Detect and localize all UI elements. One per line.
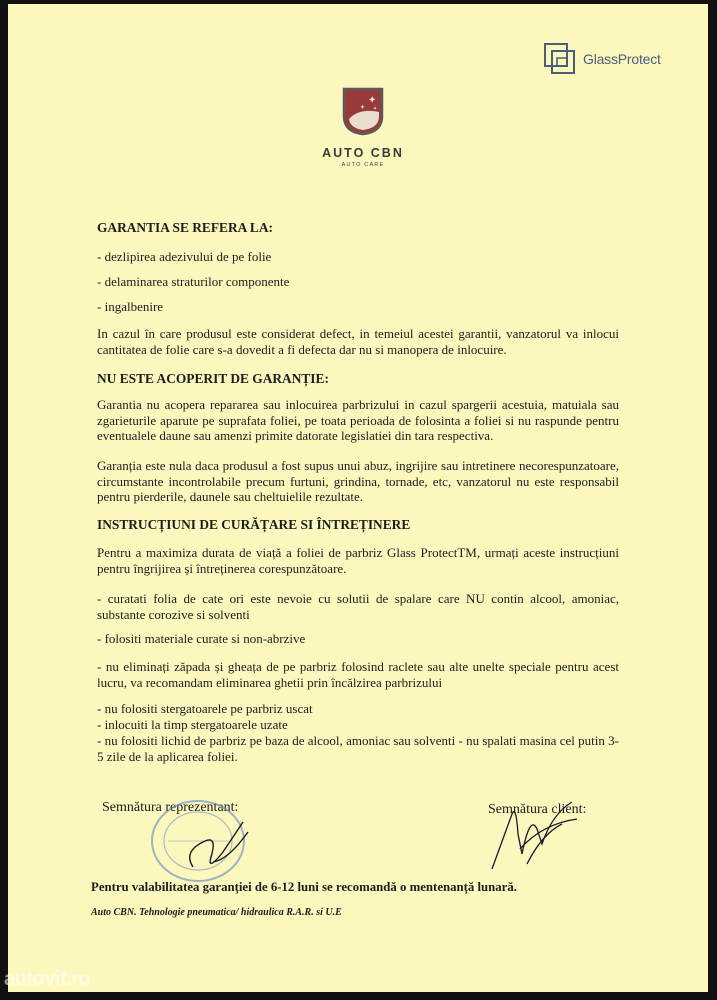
instruction-item-5: - inlocuiti la timp stergatoarele uzate — [97, 717, 288, 732]
glassprotect-name: GlassProtect — [583, 51, 661, 67]
auto-cbn-tagline: AUTO CARE — [341, 162, 385, 168]
warranty-document — [8, 4, 708, 992]
auto-cbn-logo — [298, 86, 428, 168]
representative-signature-label: Semnătura reprezentant: — [102, 800, 239, 815]
covers-title: GARANTIA SE REFERA LA: — [97, 220, 273, 235]
covers-item-3: - ingalbenire — [97, 299, 164, 314]
representative-signature — [173, 812, 263, 884]
instruction-item-6: - nu folositi lichid de parbriz pe baza de alcool, amoniac sau solventi - nu spalati masina cel putin 3-5 zile de la aplicarea foliei. — [97, 733, 619, 764]
glassprotect-logo — [543, 42, 661, 76]
not-covered-paragraph-1: Garantia nu acopera repararea sau inlocuirea parbrizului in cazul spargerii acestuia, matuiala sau zgarieturile aparute pe suprafata foliei, pe toata perioada de folosinta a foliei si nu raspunde pentru eventualele daune sau amenzi primite datorate legislatiei din tara respectiva. — [97, 397, 619, 444]
glassprotect-emblem-icon — [543, 42, 577, 76]
client-signature — [482, 794, 602, 874]
not-covered-paragraph-2: Garanția este nula daca produsul a fost supus unui abuz, ingrijire sau intretinere necorespunzatoare, circumstante incontrolabile precum furtuni, grindina, tornade, etc, vanzatorul nu este responsabil pentru pierderile, daunele sau cheltuielile rezultate. — [97, 458, 619, 505]
auto-cbn-shield-icon — [341, 86, 385, 136]
not-covered-title: NU ESTE ACOPERIT DE GARANȚIE: — [97, 371, 329, 386]
instruction-item-1: - curatati folia de cate ori este nevoie cu solutii de spalare care NU contin alcool, amoniac, substante corozive si solventi — [97, 591, 619, 622]
client-signature-label: Semnătura client: — [488, 802, 587, 817]
covers-item-2: - delaminarea straturilor componente — [97, 274, 290, 289]
instructions-title: INSTRUCȚIUNI DE CURĂȚARE SI ÎNTREȚINERE — [97, 517, 411, 532]
instruction-item-2: - folositi materiale curate si non-abrzive — [97, 631, 306, 646]
instructions-intro: Pentru a maximiza durata de viață a foliei de parbriz Glass ProtectTM, urmați aceste instrucțiuni pentru îngrijirea și întreținerea corespunzătoare. — [97, 545, 619, 576]
instruction-item-4: - nu folositi stergatoarele pe parbriz uscat — [97, 701, 313, 716]
instruction-item-3: - nu eliminați zăpada și gheața de pe parbriz folosind raclete sau alte unelte speciale pentru acest lucru, va recomandam eliminarea ghetii prin încălzirea parbrizului — [97, 659, 619, 690]
site-watermark: autovit.ro — [4, 968, 91, 990]
maintenance-note: Pentru valabilitatea garanției de 6-12 luni se recomandă o mentenanță lunară. — [91, 880, 517, 894]
svg-text:✦: ✦ — [368, 95, 377, 106]
defect-paragraph: In cazul în care produsul este considerat defect, in temeiul acestei garantii, vanzatorul va inlocui cantitatea de folie care s-a dovedit a fi defecta dar nu si manopera de inlocuire. — [97, 326, 619, 357]
svg-text:✦: ✦ — [373, 106, 378, 112]
svg-text:✦: ✦ — [360, 104, 366, 111]
company-line: Auto CBN. Tehnologie pneumatica/ hidraulica R.A.R. si U.E — [91, 907, 342, 918]
auto-cbn-name: AUTO CBN — [322, 146, 404, 160]
covers-item-1: - dezlipirea adezivului de pe folie — [97, 249, 272, 264]
